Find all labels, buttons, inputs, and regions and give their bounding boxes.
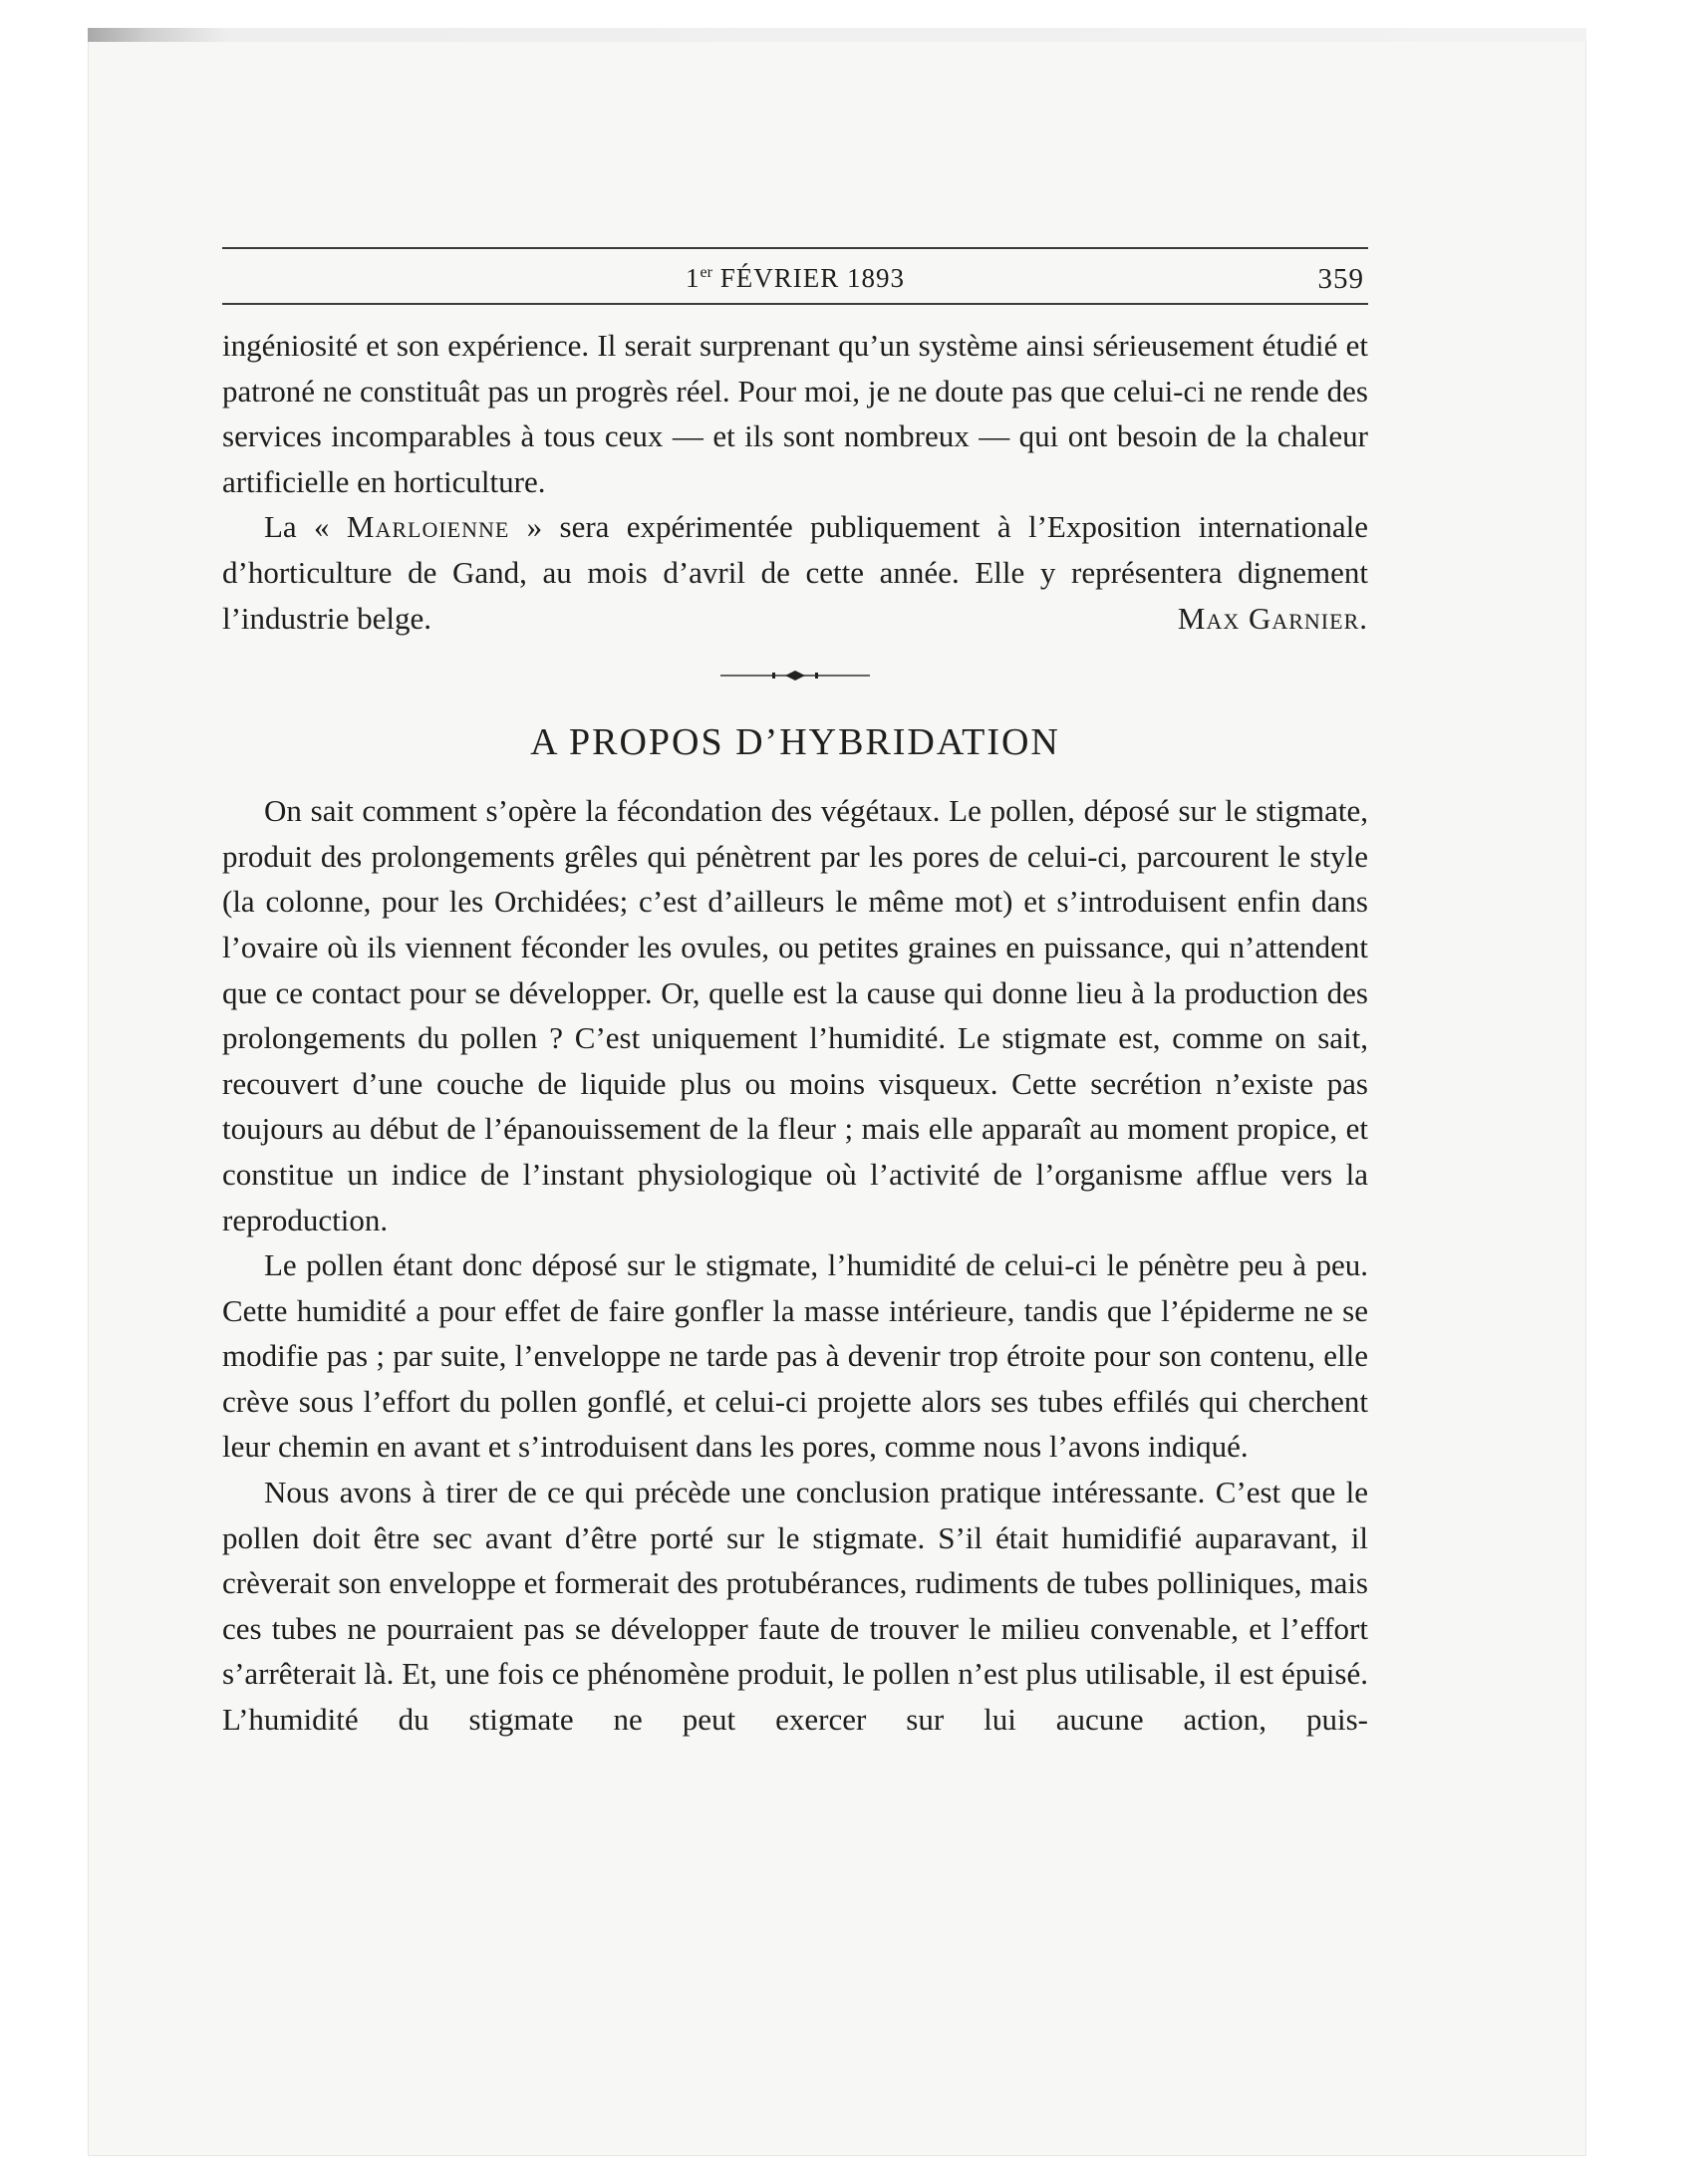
page-number: 359: [1317, 263, 1364, 295]
article-title: A PROPOS D’HYBRIDATION: [530, 721, 1060, 764]
article-paragraph-1: On sait comment s’opère la fécondation des végétaux. Le pollen, déposé sur le stigmate, produit des prolongements grêles qui pénètrent par les pores de celui-ci, parcourent le style (la colonne, pour les Orchidées; c’est d’ailleurs le même mot) et s’introduisent enfin dans l’ovaire où ils viennent féconder les ovules, ou petites graines en puissance, qui n’attendent que ce contact pour se développer. Or, quelle est la cause qui donne lieu à la production des prolongements du pollen ? C’est uniquement l’humidité. Le stigmate est, comme on sait, recouvert d’une couche de liquide plus ou moins visqueux. Cette secrétion n’existe pas toujours au début de l’épanouissement de la fleur ; mais elle apparaît au moment propice, et constitue un indice de l’instant physiologique où l’activité de l’organisme afflue vers la reproduction.: [222, 793, 1368, 1237]
p2-text-after: » sera expérimentée publiquement à l’Exposition internationale d’horticulture de Gand, au mois d’avril de cette année. Elle y représentera dignement l’industrie belge.: [222, 509, 1369, 636]
date-month-year: FÉVRIER 1893: [719, 263, 905, 293]
article-paragraph-3: Nous avons à tirer de ce qui précède une conclusion pratique intéressante. C’est que le pollen doit être sec avant d’être porté sur le stigmate. S’il était humidifié auparavant, il crèverait son enveloppe et formerait des protubérances, rudiments de tubes polliniques, mais ces tubes ne pourraient pas se développer faute de trouver le milieu convenable, et l’effort s’arrêterait là. Et, une fois ce phénomène produit, le pollen n’est plus utilisable, il est épuisé. L’humidité du stigmate ne peut exercer sur lui aucune action, puis-: [222, 1475, 1368, 1738]
header-date: [222, 263, 1368, 294]
article-body: [222, 788, 1368, 1742]
date-superscript: er: [700, 264, 712, 281]
section-divider-ornament: [222, 661, 1368, 690]
marloienne-name: Marloienne: [346, 509, 510, 545]
running-header: [222, 249, 1368, 303]
ornament-icon: [720, 661, 870, 690]
date-ordinal: 1: [686, 263, 701, 293]
scan-edge: [88, 28, 1586, 42]
previous-article: [222, 323, 1368, 641]
p2-text-before: La «: [264, 509, 347, 545]
article-paragraph-2: Le pollen étant donc déposé sur le stigmate, l’humidité de celui-ci le pénètre peu à peu. Cette humidité a pour effet de faire gonfler la masse intérieure, tandis que l’épiderme ne se modifie pas ; par suite, l’enveloppe ne tarde pas à devenir trop étroite pour son contenu, elle crève sous l’effort du pollen gonflé, et celui-ci projette alors ses tubes effilés qui cherchent leur chemin en avant et s’introduisent dans les pores, comme nous l’avons indiqué.: [222, 1247, 1368, 1465]
previous-article-paragraph-1: ingéniosité et son expérience. Il serait surprenant qu’un système ainsi sérieusement étudié et patroné ne constituât pas un progrès réel. Pour moi, je ne doute pas que celui-ci ne rende des services incomparables à tous ceux — et ils sont nombreux — qui ont besoin de la chaleur artificielle en horticulture.: [222, 328, 1368, 499]
previous-article-paragraph-2: [222, 504, 1368, 641]
header-bottom-rule: [222, 303, 1368, 305]
signature: Max Garnier.: [1177, 600, 1368, 636]
page-content: [222, 247, 1368, 1743]
